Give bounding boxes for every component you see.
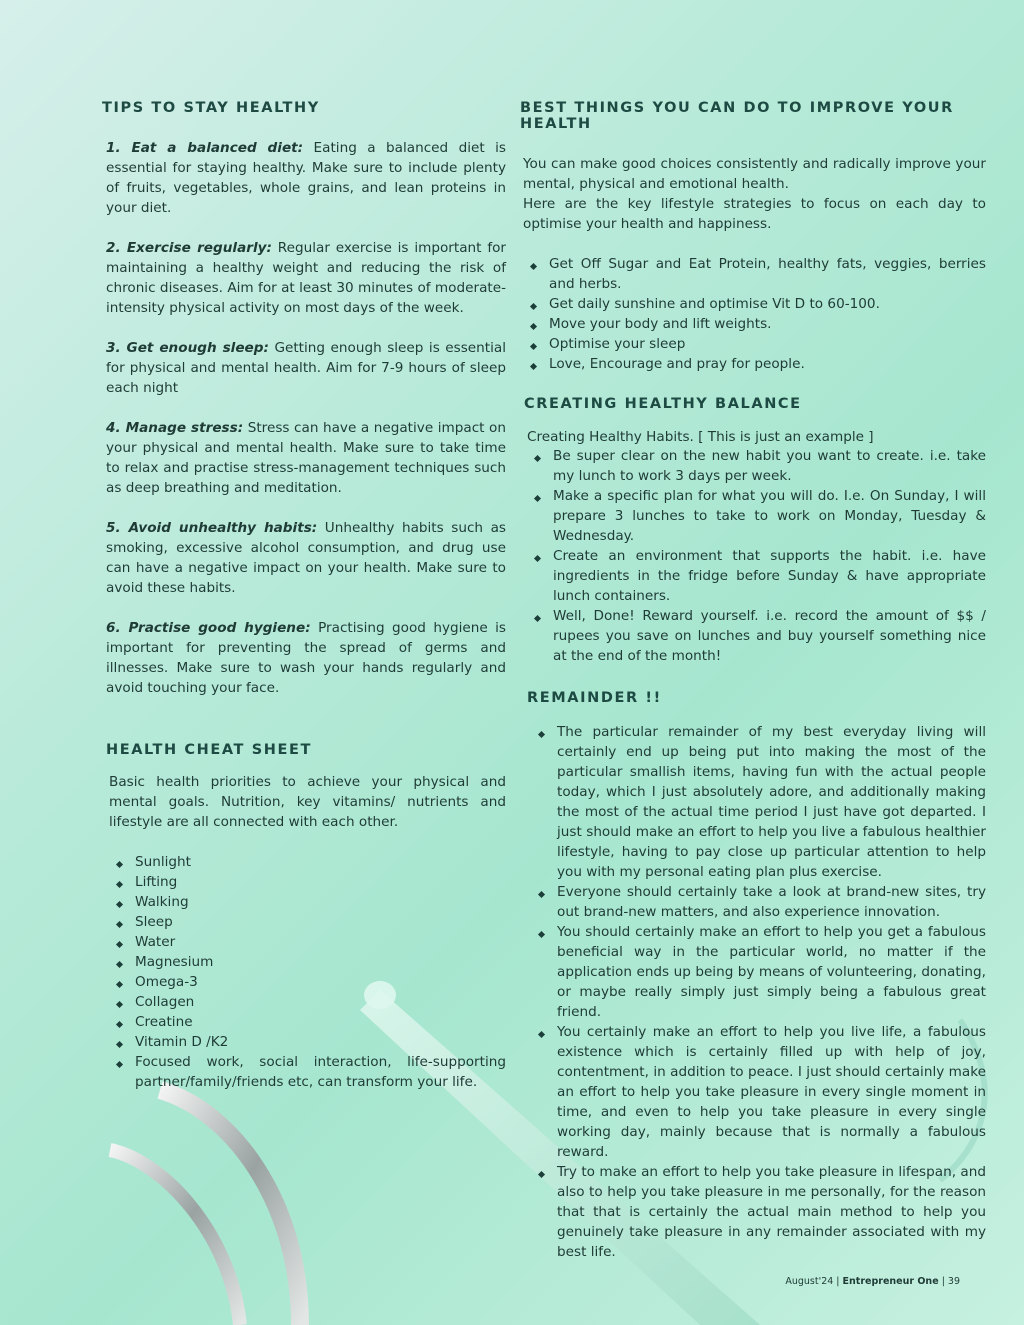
footer-page-number: | 39 (941, 1276, 960, 1287)
tip-item (106, 338, 506, 398)
balance-intro: Creating Healthy Habits. [ This is just an example ] (527, 429, 874, 445)
balance-list (524, 446, 986, 666)
list-item: Focused work, social interaction, life-supporting partner/family/friends etc, can transform your life. (106, 1052, 506, 1092)
tip-text: Eating a balanced diet is essential for staying healthy. Make sure to include plenty of fruits, vegetables, whole grains, and lean proteins in your diet. (106, 140, 506, 216)
list-item: Love, Encourage and pray for people. (520, 354, 986, 374)
list-item: The particular remainder of my best everyday living will certainly end up being put into making the most of the particular smallish items, having fun with the actual people today, which I just absolutely adore, and additionally making the most of the actual time period I just have got departed. I just should make an effort to help you live a fabulous healthier lifestyle, having to pay close up particular attention to help you with my personal eating plan plus exercise. (528, 722, 986, 882)
tips-heading: TIPS TO STAY HEALTHY (102, 100, 320, 116)
list-item: Be super clear on the new habit you want to create. i.e. take my lunch to work 3 days per week. (524, 446, 986, 486)
tip-item (106, 418, 506, 498)
tip-text: Unhealthy habits such as smoking, excessive alcohol consumption, and drug use can have a negative impact on your health. Make sure to avoid these habits. (106, 520, 506, 596)
list-item: You certainly make an effort to help you live life, a fabulous existence which is certainly filled up with help of joy, contentment, in addition to peace. I just should certainly make an effort to help you take pleasure in every single moment in time, and even to help you take pleasure in every single working day, mainly because that is normally a fabulous reward. (528, 1022, 986, 1162)
list-item: Lifting (106, 872, 506, 892)
best-things-list (520, 254, 986, 374)
list-item: Make a specific plan for what you will do. I.e. On Sunday, I will prepare 3 lunches to take to work on Monday, Tuesday & Wednesday. (524, 486, 986, 546)
remainder-list (528, 722, 986, 1262)
list-item: Vitamin D /K2 (106, 1032, 506, 1052)
list-item: Optimise your sleep (520, 334, 986, 354)
tip-title: 6. Practise good hygiene: (106, 620, 311, 636)
page-footer (785, 1276, 960, 1287)
footer-issue: August'24 | (785, 1276, 840, 1287)
list-item: Water (106, 932, 506, 952)
tip-item (106, 518, 506, 598)
cheat-sheet-intro: Basic health priorities to achieve your physical and mental goals. Nutrition, key vitamins/ nutrients and lifestyle are all connected with each other. (109, 774, 506, 830)
list-item: Move your body and lift weights. (520, 314, 986, 334)
list-item: Omega-3 (106, 972, 506, 992)
cheat-sheet-list (106, 852, 506, 1092)
left-column (102, 100, 507, 1092)
list-item: Get Off Sugar and Eat Protein, healthy fats, veggies, berries and herbs. (520, 254, 986, 294)
best-things-heading: BEST THINGS YOU CAN DO TO IMPROVE YOUR HEALTH (520, 100, 954, 132)
list-item: Creatine (106, 1012, 506, 1032)
list-item: Collagen (106, 992, 506, 1012)
list-item: Well, Done! Reward yourself. i.e. record the amount of $$ / rupees you save on lunches and buy yourself something nice at the end of the month! (524, 606, 986, 666)
tips-list (106, 138, 506, 698)
best-things-intro: You can make good choices consistently and radically improve your mental, physical and emotional health. (523, 156, 986, 192)
tip-title: 5. Avoid unhealthy habits: (106, 520, 318, 536)
tip-title: 2. Exercise regularly: (106, 240, 272, 256)
tip-text: Practising good hygiene is important for preventing the spread of germs and illnesses. Make sure to wash your hands regularly and avoid touching your face. (106, 620, 507, 696)
list-item: Sunlight (106, 852, 506, 872)
list-item: Try to make an effort to help you take pleasure in lifespan, and also to help you take pleasure in me personally, for the reason that that is certainly the actual main method to help you genuinely take pleasure in any remainder associated with my best life. (528, 1162, 986, 1262)
list-item: Walking (106, 892, 506, 912)
tip-text: Stress can have a negative impact on your physical and mental health. Make sure to take time to relax and practise stress-management techniques such as deep breathing and meditation. (106, 420, 506, 496)
tip-title: 1. Eat a balanced diet: (106, 140, 304, 156)
tip-item (106, 238, 506, 318)
remainder-heading: REMAINDER !! (527, 690, 662, 706)
list-item: Sleep (106, 912, 506, 932)
tip-text: Regular exercise is important for maintaining a healthy weight and reducing the risk of chronic diseases. Aim for at least 30 minutes of moderate-intensity physical activity on most days of the week. (106, 240, 507, 316)
tip-title: 3. Get enough sleep: (106, 340, 269, 356)
footer-brand: Entrepreneur One (842, 1276, 939, 1287)
list-item: Everyone should certainly take a look at brand-new sites, try out brand-new matters, and also experience innovation. (528, 882, 986, 922)
tip-text: Getting enough sleep is essential for physical and mental health. Aim for 7-9 hours of sleep each night (106, 340, 507, 396)
list-item: Get daily sunshine and optimise Vit D to 60-100. (520, 294, 986, 314)
list-item: You should certainly make an effort to help you get a fabulous beneficial way in the particular world, no matter if the application ends up being by means of volunteering, donating, or maybe really simply just simply being a fabulous great friend. (528, 922, 986, 1022)
tip-item (106, 138, 506, 218)
stethoscope-tube-2 (110, 1150, 240, 1325)
balance-heading: CREATING HEALTHY BALANCE (524, 396, 802, 412)
right-column (520, 100, 986, 1262)
tip-item (106, 618, 506, 698)
list-item: Create an environment that supports the habit. i.e. have ingredients in the fridge before Sunday & have appropriate lunch containers. (524, 546, 986, 606)
list-item: Magnesium (106, 952, 506, 972)
cheat-sheet-heading: HEALTH CHEAT SHEET (106, 742, 312, 758)
tip-title: 4. Manage stress: (106, 420, 244, 436)
best-things-intro-2: Here are the key lifestyle strategies to focus on each day to optimise your health and happiness. (523, 196, 986, 232)
